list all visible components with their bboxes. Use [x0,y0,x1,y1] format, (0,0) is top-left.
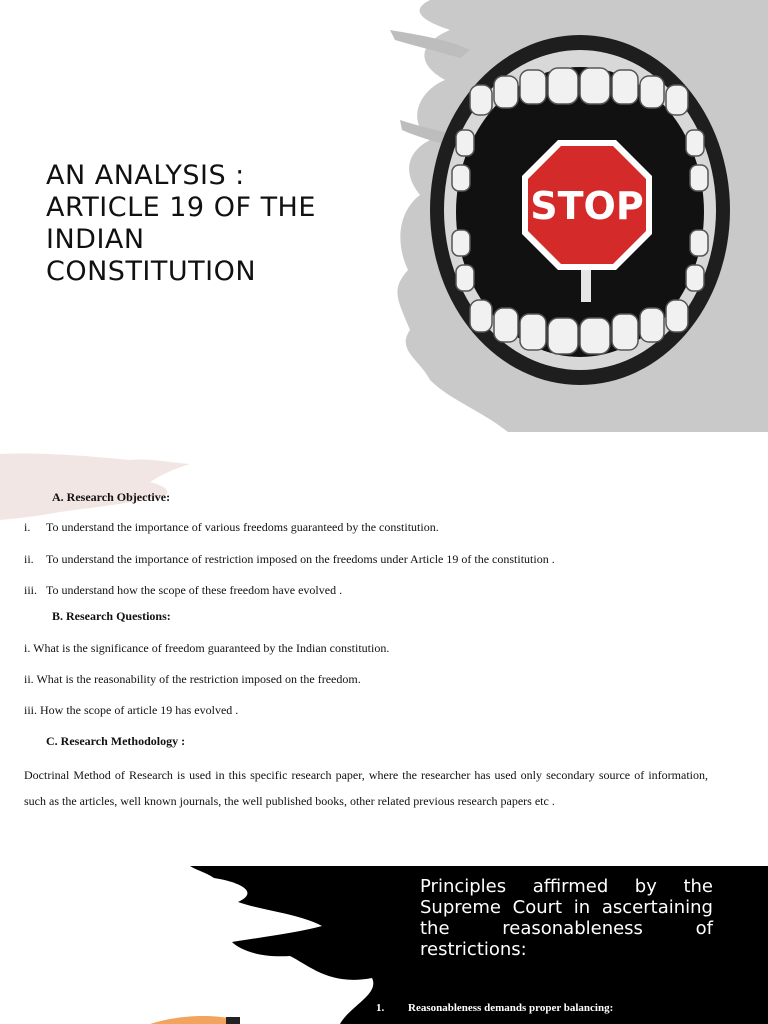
title-line: AN ANALYSIS : [46,160,245,191]
objective-item [24,520,439,535]
question-item: ii. What is the reasonability of the restriction imposed on the freedom. [24,672,361,686]
pink-brush-stroke [0,452,200,522]
objective-text: To understand the importance of restriction imposed on the freedoms under Article 19 of the constitution . [46,552,555,566]
objective-number: ii. [24,552,34,566]
title-slide [0,0,768,460]
principles-title: Principles affirmed by the Supreme Court in ascertaining the reasonableness of restrictions: [420,876,713,960]
objective-item [24,583,342,598]
mouth-stop-illustration [390,0,768,432]
principle-text: Reasonableness demands proper balancing: [408,1002,614,1014]
research-questions-heading: B. Research Questions: [52,609,171,623]
slide-title [46,160,366,288]
principle-item [376,1002,613,1014]
methodology-paragraph: Doctrinal Method of Research is used in this specific research paper, where the researcher has used only secondary source of information, such as the articles, well known journals, the well published books, other related previous research papers etc . [24,768,708,808]
stop-sign-text: STOP [530,184,644,228]
objective-number: iii. [24,583,38,597]
question-item: i. What is the significance of freedom guaranteed by the Indian constitution. [24,641,390,655]
title-line: ARTICLE 19 OF THE [46,192,316,223]
objective-item [24,552,555,567]
objective-text: To understand the importance of various freedoms guaranteed by the constitution. [46,520,439,534]
title-line: INDIAN [46,224,145,255]
principles-slide [0,866,768,1024]
research-methodology-heading: C. Research Methodology : [46,734,186,748]
objective-text: To understand how the scope of these freedom have evolved . [46,583,343,597]
principle-number: 1. [376,1002,385,1014]
question-item: iii. How the scope of article 19 has evolved . [24,703,239,717]
research-objective-heading: A. Research Objective: [52,490,171,504]
objective-number: i. [24,520,31,534]
title-line: CONSTITUTION [46,256,257,287]
